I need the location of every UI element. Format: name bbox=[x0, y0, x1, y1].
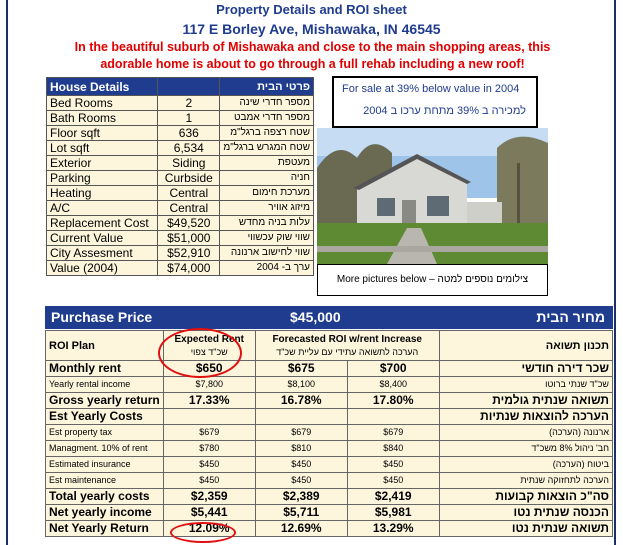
house-detail-row bbox=[47, 216, 314, 231]
roi-row bbox=[46, 441, 613, 457]
house-detail-label-he: עלות בניה מחדש bbox=[220, 216, 314, 231]
house-detail-label-he: מספר חדרי אמבט bbox=[220, 111, 314, 126]
house-detail-label-he: מעטפת bbox=[220, 156, 314, 171]
roi-forecast-value-2: 13.29% bbox=[347, 521, 439, 537]
roi-forecast-value-2 bbox=[347, 409, 439, 425]
expected-rent-label-he: שכ"ד צפוי bbox=[190, 346, 228, 357]
roi-row-label-he: ארנונה (הערכה) bbox=[439, 425, 612, 441]
roi-row-label: Est property tax bbox=[46, 425, 164, 441]
house-detail-label-he: שווי לחישוב ארנונה bbox=[220, 246, 314, 261]
roi-row-label: Net yearly income bbox=[46, 505, 164, 521]
house-detail-label: Lot sqft bbox=[47, 141, 158, 156]
house-details-header bbox=[47, 78, 314, 96]
house-detail-value: $74,000 bbox=[158, 261, 220, 276]
roi-forecast-value-2: $450 bbox=[347, 457, 439, 473]
roi-row-label: Net Yearly Return bbox=[46, 521, 164, 537]
roi-expected-value: 17.33% bbox=[163, 393, 255, 409]
forecast-label: Forecasted ROI w/rent Increase bbox=[272, 333, 422, 345]
roi-header-row bbox=[46, 331, 613, 361]
roi-forecast-value-2: $2,419 bbox=[347, 489, 439, 505]
roi-row bbox=[46, 505, 613, 521]
purchase-price-label-he: מחיר הבית bbox=[536, 309, 605, 325]
intro-line-1: In the beautiful suburb of Mishawaka and close to the main shopping areas, this bbox=[74, 40, 551, 54]
house-detail-label-he: שטח המגרש ברגל"מ bbox=[220, 141, 314, 156]
roi-forecast-value-2: $700 bbox=[347, 361, 439, 377]
roi-row-label: Gross yearly return bbox=[46, 393, 164, 409]
roi-row-label: Est maintenance bbox=[46, 473, 164, 489]
roi-forecast-value-2: $679 bbox=[347, 425, 439, 441]
roi-row-label-he: שכר דירה חודשי bbox=[439, 361, 612, 377]
house-detail-label-he: שטח רצפה ברגל"מ bbox=[220, 126, 314, 141]
sale-line-en: For sale at 39% below value in 2004 bbox=[342, 83, 520, 95]
house-detail-label: Replacement Cost bbox=[47, 216, 158, 231]
house-detail-row bbox=[47, 96, 314, 111]
roi-expected-value: $780 bbox=[163, 441, 255, 457]
expected-rent-highlight-circle bbox=[158, 328, 242, 378]
purchase-price-bar bbox=[45, 306, 613, 329]
house-detail-row bbox=[47, 231, 314, 246]
roi-row-label-he: הערכה לתחזוקה שנתית bbox=[439, 473, 612, 489]
roi-row-label-he: ביטוח (הערכה) bbox=[439, 457, 612, 473]
net-return-highlight-circle bbox=[170, 522, 236, 543]
roi-expected-value bbox=[163, 409, 255, 425]
house-detail-label-he: מספר חדרי שינה bbox=[220, 96, 314, 111]
house-detail-value: Central bbox=[158, 186, 220, 201]
roi-row bbox=[46, 377, 613, 393]
roi-row-label-he: חב' ניהול 8% משכ"ד bbox=[439, 441, 612, 457]
house-detail-row bbox=[47, 186, 314, 201]
roi-row-label: Total yearly costs bbox=[46, 489, 164, 505]
roi-forecast-value-1: $5,711 bbox=[255, 505, 347, 521]
roi-row-label-he: שכ"ד שנתי ברוטו bbox=[439, 377, 612, 393]
house-detail-row bbox=[47, 246, 314, 261]
roi-forecast-value-1: $450 bbox=[255, 457, 347, 473]
roi-expected-value: $650 bbox=[163, 361, 255, 377]
house-detail-label-he: ערך ב- 2004 bbox=[220, 261, 314, 276]
house-detail-row bbox=[47, 156, 314, 171]
house-detail-row bbox=[47, 261, 314, 276]
house-detail-label: Heating bbox=[47, 186, 158, 201]
house-detail-value: Curbside bbox=[158, 171, 220, 186]
roi-row-label: Est Yearly Costs bbox=[46, 409, 164, 425]
roi-forecast-value-1 bbox=[255, 409, 347, 425]
roi-expected-value: $2,359 bbox=[163, 489, 255, 505]
roi-forecast-value-1: 12.69% bbox=[255, 521, 347, 537]
house-details-table bbox=[46, 77, 314, 276]
house-detail-value: Siding bbox=[158, 156, 220, 171]
roi-expected-value: $7,800 bbox=[163, 377, 255, 393]
roi-row bbox=[46, 473, 613, 489]
purchase-price-label: Purchase Price bbox=[51, 309, 153, 325]
roi-row-label-he: הכנסה שנתית נטו bbox=[439, 505, 612, 521]
house-detail-value: Central bbox=[158, 201, 220, 216]
roi-row-label: Estimated insurance bbox=[46, 457, 164, 473]
roi-plan-label-he: תכנון תשואה bbox=[439, 331, 612, 361]
roi-forecast-value-2: $450 bbox=[347, 473, 439, 489]
roi-forecast-value-1: $679 bbox=[255, 425, 347, 441]
roi-forecast-value-1: $810 bbox=[255, 441, 347, 457]
roi-row-label-he: תשואה שנתית נטו bbox=[439, 521, 612, 537]
roi-expected-value: $450 bbox=[163, 457, 255, 473]
house-detail-label: Bath Rooms bbox=[47, 111, 158, 126]
house-detail-label: Current Value bbox=[47, 231, 158, 246]
roi-row-label-he: תשואה שנתית גולמית bbox=[439, 393, 612, 409]
roi-row bbox=[46, 521, 613, 537]
house-detail-row bbox=[47, 171, 314, 186]
house-photo bbox=[317, 128, 548, 264]
house-detail-label-he: מערכת חימום bbox=[220, 186, 314, 201]
house-detail-label: Bed Rooms bbox=[47, 96, 158, 111]
roi-forecast-value-1: $8,100 bbox=[255, 377, 347, 393]
roi-forecast-value-1: $450 bbox=[255, 473, 347, 489]
house-details-title: House Details bbox=[47, 78, 158, 96]
page-title: Property Details and ROI sheet bbox=[216, 2, 407, 17]
house-detail-value: $52,910 bbox=[158, 246, 220, 261]
property-address: 117 E Borley Ave, Mishawaka, IN 46545 bbox=[182, 21, 441, 37]
house-detail-value: $51,000 bbox=[158, 231, 220, 246]
house-detail-row bbox=[47, 201, 314, 216]
roi-row-label: Yearly rental income bbox=[46, 377, 164, 393]
house-detail-label-he: מיזוג אוויר bbox=[220, 201, 314, 216]
house-detail-label: Exterior bbox=[47, 156, 158, 171]
house-detail-label: Floor sqft bbox=[47, 126, 158, 141]
house-detail-label: A/C bbox=[47, 201, 158, 216]
house-detail-value: 6,534 bbox=[158, 141, 220, 156]
roi-forecast-value-1: $675 bbox=[255, 361, 347, 377]
forecast-label-he: הערכה לתשואה עתידי עם עליית שכ"ד bbox=[276, 346, 419, 357]
house-detail-label-he: שווי שוק עכשווי bbox=[220, 231, 314, 246]
roi-row-label-he: סה"כ הוצאות קבועות bbox=[439, 489, 612, 505]
roi-forecast-value-1: 16.78% bbox=[255, 393, 347, 409]
roi-expected-value: $450 bbox=[163, 473, 255, 489]
roi-plan-label: ROI Plan bbox=[46, 331, 164, 361]
house-detail-label-he: חניה bbox=[220, 171, 314, 186]
house-detail-label: Value (2004) bbox=[47, 261, 158, 276]
house-detail-value: $49,520 bbox=[158, 216, 220, 231]
forecast-header bbox=[255, 331, 439, 361]
roi-expected-value: $679 bbox=[163, 425, 255, 441]
photo-caption: More pictures below – צילומים נוספים למטה bbox=[317, 264, 548, 296]
sale-notice bbox=[332, 76, 538, 128]
roi-expected-value: $5,441 bbox=[163, 505, 255, 521]
roi-row bbox=[46, 425, 613, 441]
house-detail-value: 636 bbox=[158, 126, 220, 141]
roi-row bbox=[46, 457, 613, 473]
house-detail-value: 1 bbox=[158, 111, 220, 126]
house-detail-row bbox=[47, 111, 314, 126]
roi-forecast-value-2: 17.80% bbox=[347, 393, 439, 409]
roi-row-label: Managment. 10% of rent bbox=[46, 441, 164, 457]
roi-forecast-value-2: $8,400 bbox=[347, 377, 439, 393]
roi-forecast-value-1: $2,389 bbox=[255, 489, 347, 505]
roi-row bbox=[46, 489, 613, 505]
roi-expected-value: 12.09% bbox=[163, 521, 255, 537]
house-detail-row bbox=[47, 141, 314, 156]
sale-line-he: למכירה ב 39% מתחת ערכו ב 2004 bbox=[363, 105, 526, 117]
purchase-price-value: $45,000 bbox=[290, 309, 341, 325]
house-detail-row bbox=[47, 126, 314, 141]
house-detail-label: City Assesment bbox=[47, 246, 158, 261]
expected-rent-label: Expected Rent bbox=[174, 333, 244, 345]
roi-row bbox=[46, 409, 613, 425]
intro-line-2: adorable home is about to go through a full rehab including a new roof! bbox=[100, 57, 525, 71]
roi-forecast-value-2: $840 bbox=[347, 441, 439, 457]
roi-row-label: Monthly rent bbox=[46, 361, 164, 377]
house-detail-value: 2 bbox=[158, 96, 220, 111]
roi-table bbox=[45, 330, 613, 537]
roi-row-label-he: הערכה להוצאות שנתיות bbox=[439, 409, 612, 425]
roi-forecast-value-2: $5,981 bbox=[347, 505, 439, 521]
house-detail-label: Parking bbox=[47, 171, 158, 186]
house-details-title-he: פרטי הבית bbox=[220, 78, 314, 96]
roi-row bbox=[46, 361, 613, 377]
roi-row bbox=[46, 393, 613, 409]
